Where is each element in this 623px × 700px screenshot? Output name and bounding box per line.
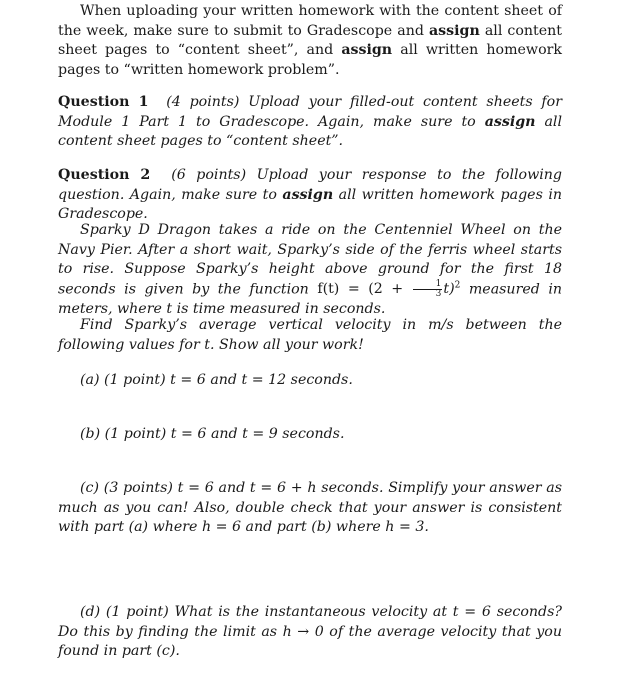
fraction-one-third — [413, 280, 443, 299]
intro-text-2: all content sheet pages to “content sheet”, and — [58, 22, 562, 58]
part-c-points: (3 points) — [103, 480, 173, 496]
part-b-text: t = 6 and t = 9 seconds. — [170, 426, 345, 442]
story-text-1: Sparky D Dragon takes a ride on the Centenniel Wheel on the Navy Pier. After a short wait, Sparky’s side of the ferris wheel starts to rise. Suppose Sparky’s height above ground for the first 18 seconds is given by the function — [58, 222, 562, 297]
question-1-text-2: all content sheet pages to “content sheet”. — [58, 113, 562, 149]
fraction-denominator: 3 — [435, 288, 442, 299]
height-function — [317, 278, 461, 299]
intro-paragraph — [58, 2, 562, 80]
part-c — [58, 479, 562, 538]
question-2-paragraph — [58, 166, 562, 225]
question-1-paragraph — [58, 93, 562, 152]
part-a-points: (1 point) — [104, 372, 166, 388]
question-1-heading: Question 1 — [58, 94, 149, 110]
question-2-heading: Question 2 — [58, 167, 151, 183]
intro-assign-1: assign — [428, 22, 480, 39]
part-b — [58, 425, 562, 445]
intro-text-3: all written homework pages to “written homework problem”. — [58, 42, 562, 78]
question-2-assign: assign — [282, 186, 334, 203]
question-1-points: (4 points) — [166, 94, 240, 110]
part-b-label: (b) — [80, 426, 101, 442]
question-2-text-2: all written homework pages in Gradescope. — [58, 186, 562, 222]
question-2-text-1: Upload your response to the following question. Again, make sure to — [58, 167, 562, 203]
part-c-label: (c) — [80, 480, 100, 496]
task-text: Find Sparky’s average vertical velocity in m/s between the following values for t. Show all your work! — [58, 317, 562, 353]
question-2-points: (6 points) — [171, 167, 247, 183]
function-rhs: t) — [443, 281, 455, 297]
part-d-points: (1 point) — [105, 604, 169, 620]
part-d — [58, 603, 562, 662]
fraction-numerator: 1 — [413, 280, 443, 290]
part-c-text: t = 6 and t = 6 + h seconds. Simplify your answer as much as you can! Also, double check that your answer is consistent with part (a) where h = 6 and part (b) where h = 3. — [58, 480, 562, 535]
intro-text-1: When uploading your written homework with the content sheet of the week, make sure to submit to Gradescope and — [58, 3, 562, 39]
part-a-text: t = 6 and t = 12 seconds. — [170, 372, 353, 388]
question-1-text-1: Upload your filled-out content sheets for Module 1 Part 1 to Gradescope. Again, make sure to — [58, 94, 562, 130]
part-d-label: (d) — [80, 604, 101, 620]
function-lhs: f(t) = (2 + — [317, 281, 412, 297]
story-text-2: measured in meters, where t is time measured in seconds. — [58, 281, 562, 317]
story-paragraph — [58, 221, 562, 319]
part-d-text: What is the instantaneous velocity at t = 6 seconds? Do this by finding the limit as h → 0 of the average velocity that you found in part (c). — [58, 604, 562, 659]
question-1-assign: assign — [484, 113, 536, 130]
part-b-points: (1 point) — [104, 426, 167, 442]
intro-assign-2: assign — [341, 42, 393, 58]
function-exponent: 2 — [454, 280, 461, 291]
part-a-label: (a) — [80, 372, 100, 388]
part-a — [58, 371, 562, 391]
task-paragraph — [58, 316, 562, 355]
